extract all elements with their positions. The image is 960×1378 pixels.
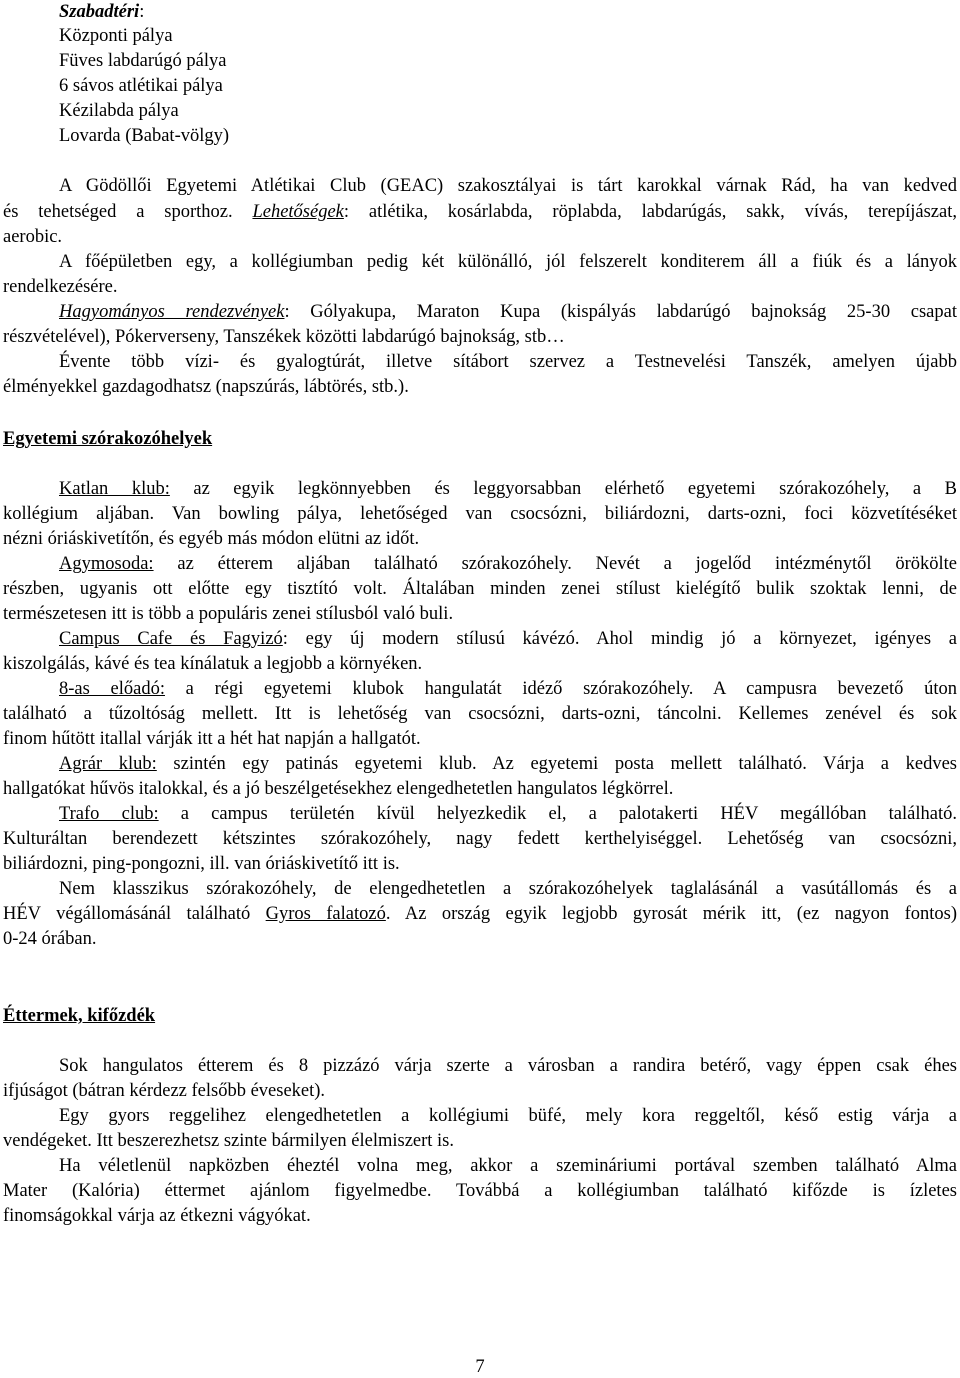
- agrar-line: hallgatókat hűvös italokkal, és a jó beszélgetésekhez elengedhetetlen hangulatos légkörrel.: [3, 779, 674, 799]
- agrar-text: szintén egy patinás egyetemi klub. Az egyetemi posta mellett található. Várja a kedves: [156, 754, 957, 774]
- outdoor-item: Lovarda (Babat-völgy): [59, 126, 230, 146]
- geac-line: A Gödöllői Egyetemi Atlétikai Club (GEAC) szakosztályai is tárt karokkal várnak Rád, ha van kedved: [59, 176, 957, 196]
- campus-line: [59, 627, 957, 652]
- outdoor-item: 6 sávos atlétikai pálya: [59, 76, 223, 96]
- trafo-line: [59, 802, 957, 827]
- events-line: Évente több vízi- és gyalogtúrát, illetve sítábort szervez a Testnevelési Tanszék, amelyen újabb: [59, 352, 957, 372]
- katlan-text: az egyik legkönnyebben és leggyorsabban elérhető egyetemi szórakozóhely, a B: [169, 479, 957, 499]
- agymosoda-line: részben, ugyanis ott előtte egy tisztító volt. Általában minden zenei stílust kielégítő bulik szoktak lenni, de: [3, 579, 957, 599]
- outdoor-colon: :: [139, 2, 145, 22]
- gyros-line: [3, 902, 957, 927]
- gyros-text: . Az ország egyik legjobb gyrosát mérik itt, (ez nagyon fontos): [385, 904, 957, 924]
- trafo-line: Kulturáltan berendezett kétszintes szórakozóhely, nagy fedett kerthelyiséggel. Lehetőség van csocsózni,: [3, 829, 957, 849]
- outdoor-item: Füves labdarúgó pálya: [59, 51, 227, 71]
- gyros-name: Gyros falatozó: [265, 904, 386, 924]
- page-number: 7: [475, 1357, 485, 1377]
- gyros-line: Nem klasszikus szórakozóhely, de elengedhetetlen a szórakozóhelyek taglalásánál a vasútállomás és a: [59, 879, 957, 899]
- restaurants-line: Sok hangulatos étterem és 8 pizzázó várja szerte a városban a randira betérő, vagy éppen csak éhes: [59, 1056, 957, 1076]
- gyros-line: 0-24 órában.: [3, 929, 97, 949]
- events-text: : Gólyakupa, Maraton Kupa (kispályás labdarúgó bajnokság 25-30 csapat: [284, 302, 957, 322]
- agymosoda-line: természetesen itt is több a populáris zenei stílusból való buli.: [3, 604, 454, 624]
- restaurants-line: Mater (Kalória) éttermet ajánlom figyelmedbe. Továbbá a kollégiumban található kifőzde is ízletes: [3, 1181, 957, 1201]
- trafo-text: a campus területén kívül helyezkedik el, a palotakerti HÉV megállóban található.: [158, 804, 957, 824]
- section-heading-restaurants: Éttermek, kifőzdék: [3, 1006, 156, 1026]
- agymosoda-name: Agymosoda:: [59, 554, 154, 574]
- eight-line: [59, 677, 957, 702]
- geac-line: aerobic.: [3, 227, 63, 247]
- events-label: Hagyományos rendezvények: [59, 302, 285, 322]
- trafo-line: biliárdozni, ping-pongozni, ill. van óriáskivetítő itt is.: [3, 854, 400, 874]
- restaurants-line: Egy gyors reggelihez elengedhetetlen a kollégiumi büfé, mely kora reggeltől, késő estig várja a: [59, 1106, 957, 1126]
- agrar-name: Agrár klub:: [59, 754, 157, 774]
- katlan-line: kollégium aljában. Van bowling pálya, lehetőséged van csocsózni, biliárdozni, darts-ozni, foci közvetítéséket: [3, 504, 957, 524]
- gym-line: A főépületben egy, a kollégiumban pedig két különálló, jól felszerelt konditerem áll a fiúk és a lányok: [59, 252, 957, 272]
- campus-name: Campus Cafe és Fagyizó: [59, 629, 283, 649]
- outdoor-heading: [59, 0, 144, 25]
- restaurants-line: ifjúságot (bátran kérdezz felsőbb éveseket).: [3, 1081, 326, 1101]
- agymosoda-line: [59, 552, 957, 577]
- outdoor-title: Szabadtéri: [59, 2, 140, 22]
- agymosoda-text: az étterem aljában található szórakozóhely. Nevét a jogelőd intézménytől örökölte: [153, 554, 957, 574]
- gym-line: rendelkezésére.: [3, 277, 118, 297]
- events-line: [59, 300, 957, 325]
- katlan-name: Katlan klub:: [59, 479, 170, 499]
- eight-line: található a tűzoltóság mellett. Itt is lehetőség van csocsózni, darts-ozni, táncolni. Kellemes zenével és sok: [3, 704, 957, 724]
- geac-text: és tehetséged a sporthoz.: [3, 202, 253, 222]
- opportunities-label: Lehetőségek: [252, 202, 344, 222]
- outdoor-item: Kézilabda pálya: [59, 101, 179, 121]
- restaurants-line: finomságokkal várja az étkezni vágyókat.: [3, 1206, 311, 1226]
- campus-line: kiszolgálás, kávé és tea kínálatuk a legjobb a környéken.: [3, 654, 423, 674]
- campus-text: : egy új modern stílusú kávézó. Ahol mindig jó a környezet, igényes a: [282, 629, 957, 649]
- geac-text: : atlétika, kosárlabda, röplabda, labdarúgás, sakk, vívás, terepíjászat,: [343, 202, 957, 222]
- eight-line: finom hűtött itallal várják itt a hét hat napján a hallgatót.: [3, 729, 421, 749]
- katlan-line: nézni óriáskivetítőn, és egyéb más módon elütni az időt.: [3, 529, 420, 549]
- restaurants-line: Ha véletlenül napközben éheztél volna meg, akkor a szemináriumi portával szemben található Alma: [59, 1156, 957, 1176]
- section-heading-entertainment: Egyetemi szórakozóhelyek: [3, 429, 213, 449]
- events-line: részvételével), Pókerverseny, Tanszékek közötti labdarúgó bajnokság, stb…: [3, 327, 565, 347]
- eight-name: 8-as előadó:: [59, 679, 165, 699]
- agrar-line: [59, 752, 957, 777]
- gyros-text: HÉV végállomásánál található: [3, 904, 266, 924]
- events-line: élményekkel gazdagodhatsz (napszúrás, lábtörés, stb.).: [3, 377, 409, 397]
- eight-text: a régi egyetemi klubok hangulatát idéző szórakozóhely. A campusra bevezető úton: [164, 679, 957, 699]
- outdoor-item: Központi pálya: [59, 26, 173, 46]
- katlan-line: [59, 477, 957, 502]
- trafo-name: Trafo club:: [59, 804, 159, 824]
- restaurants-line: vendégeket. Itt beszerezhetsz szinte bármilyen élelmiszert is.: [3, 1131, 455, 1151]
- geac-line: [3, 200, 957, 225]
